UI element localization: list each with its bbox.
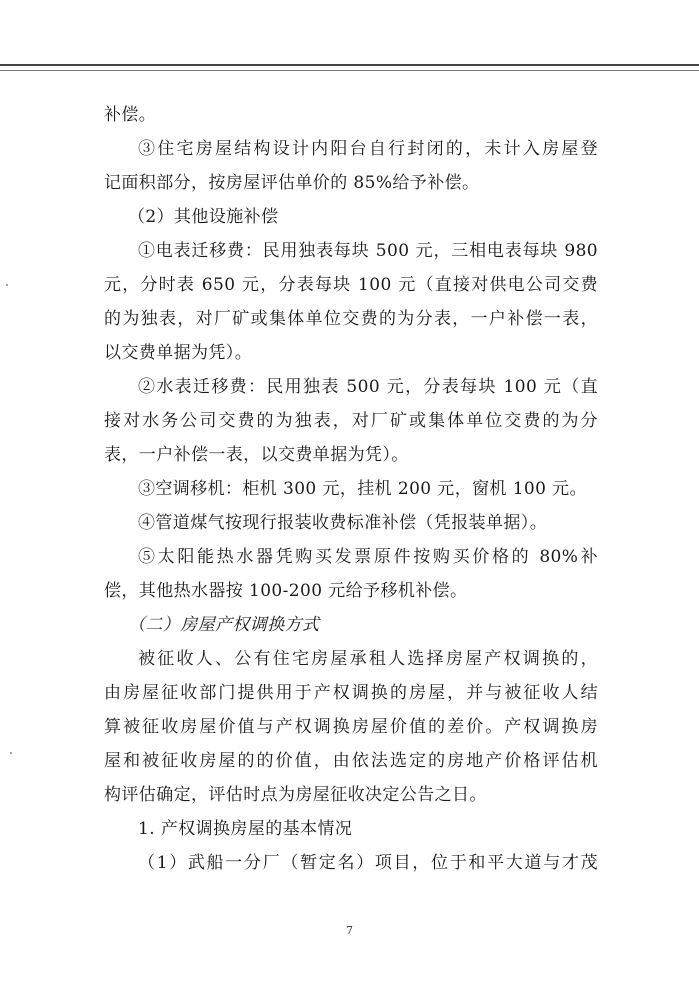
subsection-heading: 1. 产权调换房屋的基本情况 — [138, 819, 353, 839]
text-line: ②水表迁移费：民用独表 500 元，分表每块 100 元（直 — [138, 377, 598, 397]
text-line: 表，一户补偿一表，以交费单据为凭）。 — [104, 445, 409, 465]
text-line: 记面积部分，按房屋评估单价的 85%给予补偿。 — [104, 173, 480, 193]
section-heading: （二）房屋产权调换方式 — [128, 615, 320, 635]
text-line: ③住宅房屋结构设计内阳台自行封闭的，未计入房屋登 — [138, 139, 598, 159]
text-line: ④管道煤气按现行报装收费标准补偿（凭报装单据）。 — [138, 513, 548, 533]
text-line: 的为独表，对厂矿或集体单位交费的为分表，一户补偿一表， — [104, 309, 598, 329]
text-line: 接对水务公司交费的为独表，对厂矿或集体单位交费的为分 — [104, 411, 598, 431]
text-line: ⑤太阳能热水器凭购买发票原件按购买价格的 80%补 — [138, 547, 598, 567]
header-rule-thick — [0, 64, 699, 66]
text-line: 以交费单据为凭）。 — [104, 343, 253, 363]
page-number: 7 — [346, 924, 353, 937]
scan-speck — [6, 284, 8, 286]
text-line: 由房屋征收部门提供用于产权调换的房屋，并与被征收人结 — [104, 683, 598, 703]
header-rule-thin — [0, 70, 699, 71]
text-line: 屋和被征收房屋的的价值，由依法选定的房地产价格评估机 — [104, 751, 598, 771]
text-line: 元，分时表 650 元，分表每块 100 元（直接对供电公司交费 — [104, 275, 598, 295]
text-line: ①电表迁移费：民用独表每块 500 元，三相电表每块 980 — [138, 241, 598, 261]
text-line: 构评估确定，评估时点为房屋征收决定公告之日。 — [104, 785, 487, 805]
text-line: 偿，其他热水器按 100-200 元给予移机补偿。 — [104, 581, 468, 601]
text-line: ③空调移机：柜机 300 元，挂机 200 元，窗机 100 元。 — [138, 479, 587, 499]
text-line: 算被征收房屋价值与产权调换房屋价值的差价。产权调换房 — [104, 717, 598, 737]
text-line: （1）武船一分厂（暂定名）项目，位于和平大道与才茂 — [138, 853, 598, 873]
document-body — [104, 98, 598, 880]
scan-speck — [10, 752, 12, 754]
text-line: 被征收人、公有住宅房屋承租人选择房屋产权调换的， — [138, 649, 598, 669]
section-heading: （2）其他设施补偿 — [128, 207, 279, 227]
text-line: 补偿。 — [104, 105, 157, 125]
